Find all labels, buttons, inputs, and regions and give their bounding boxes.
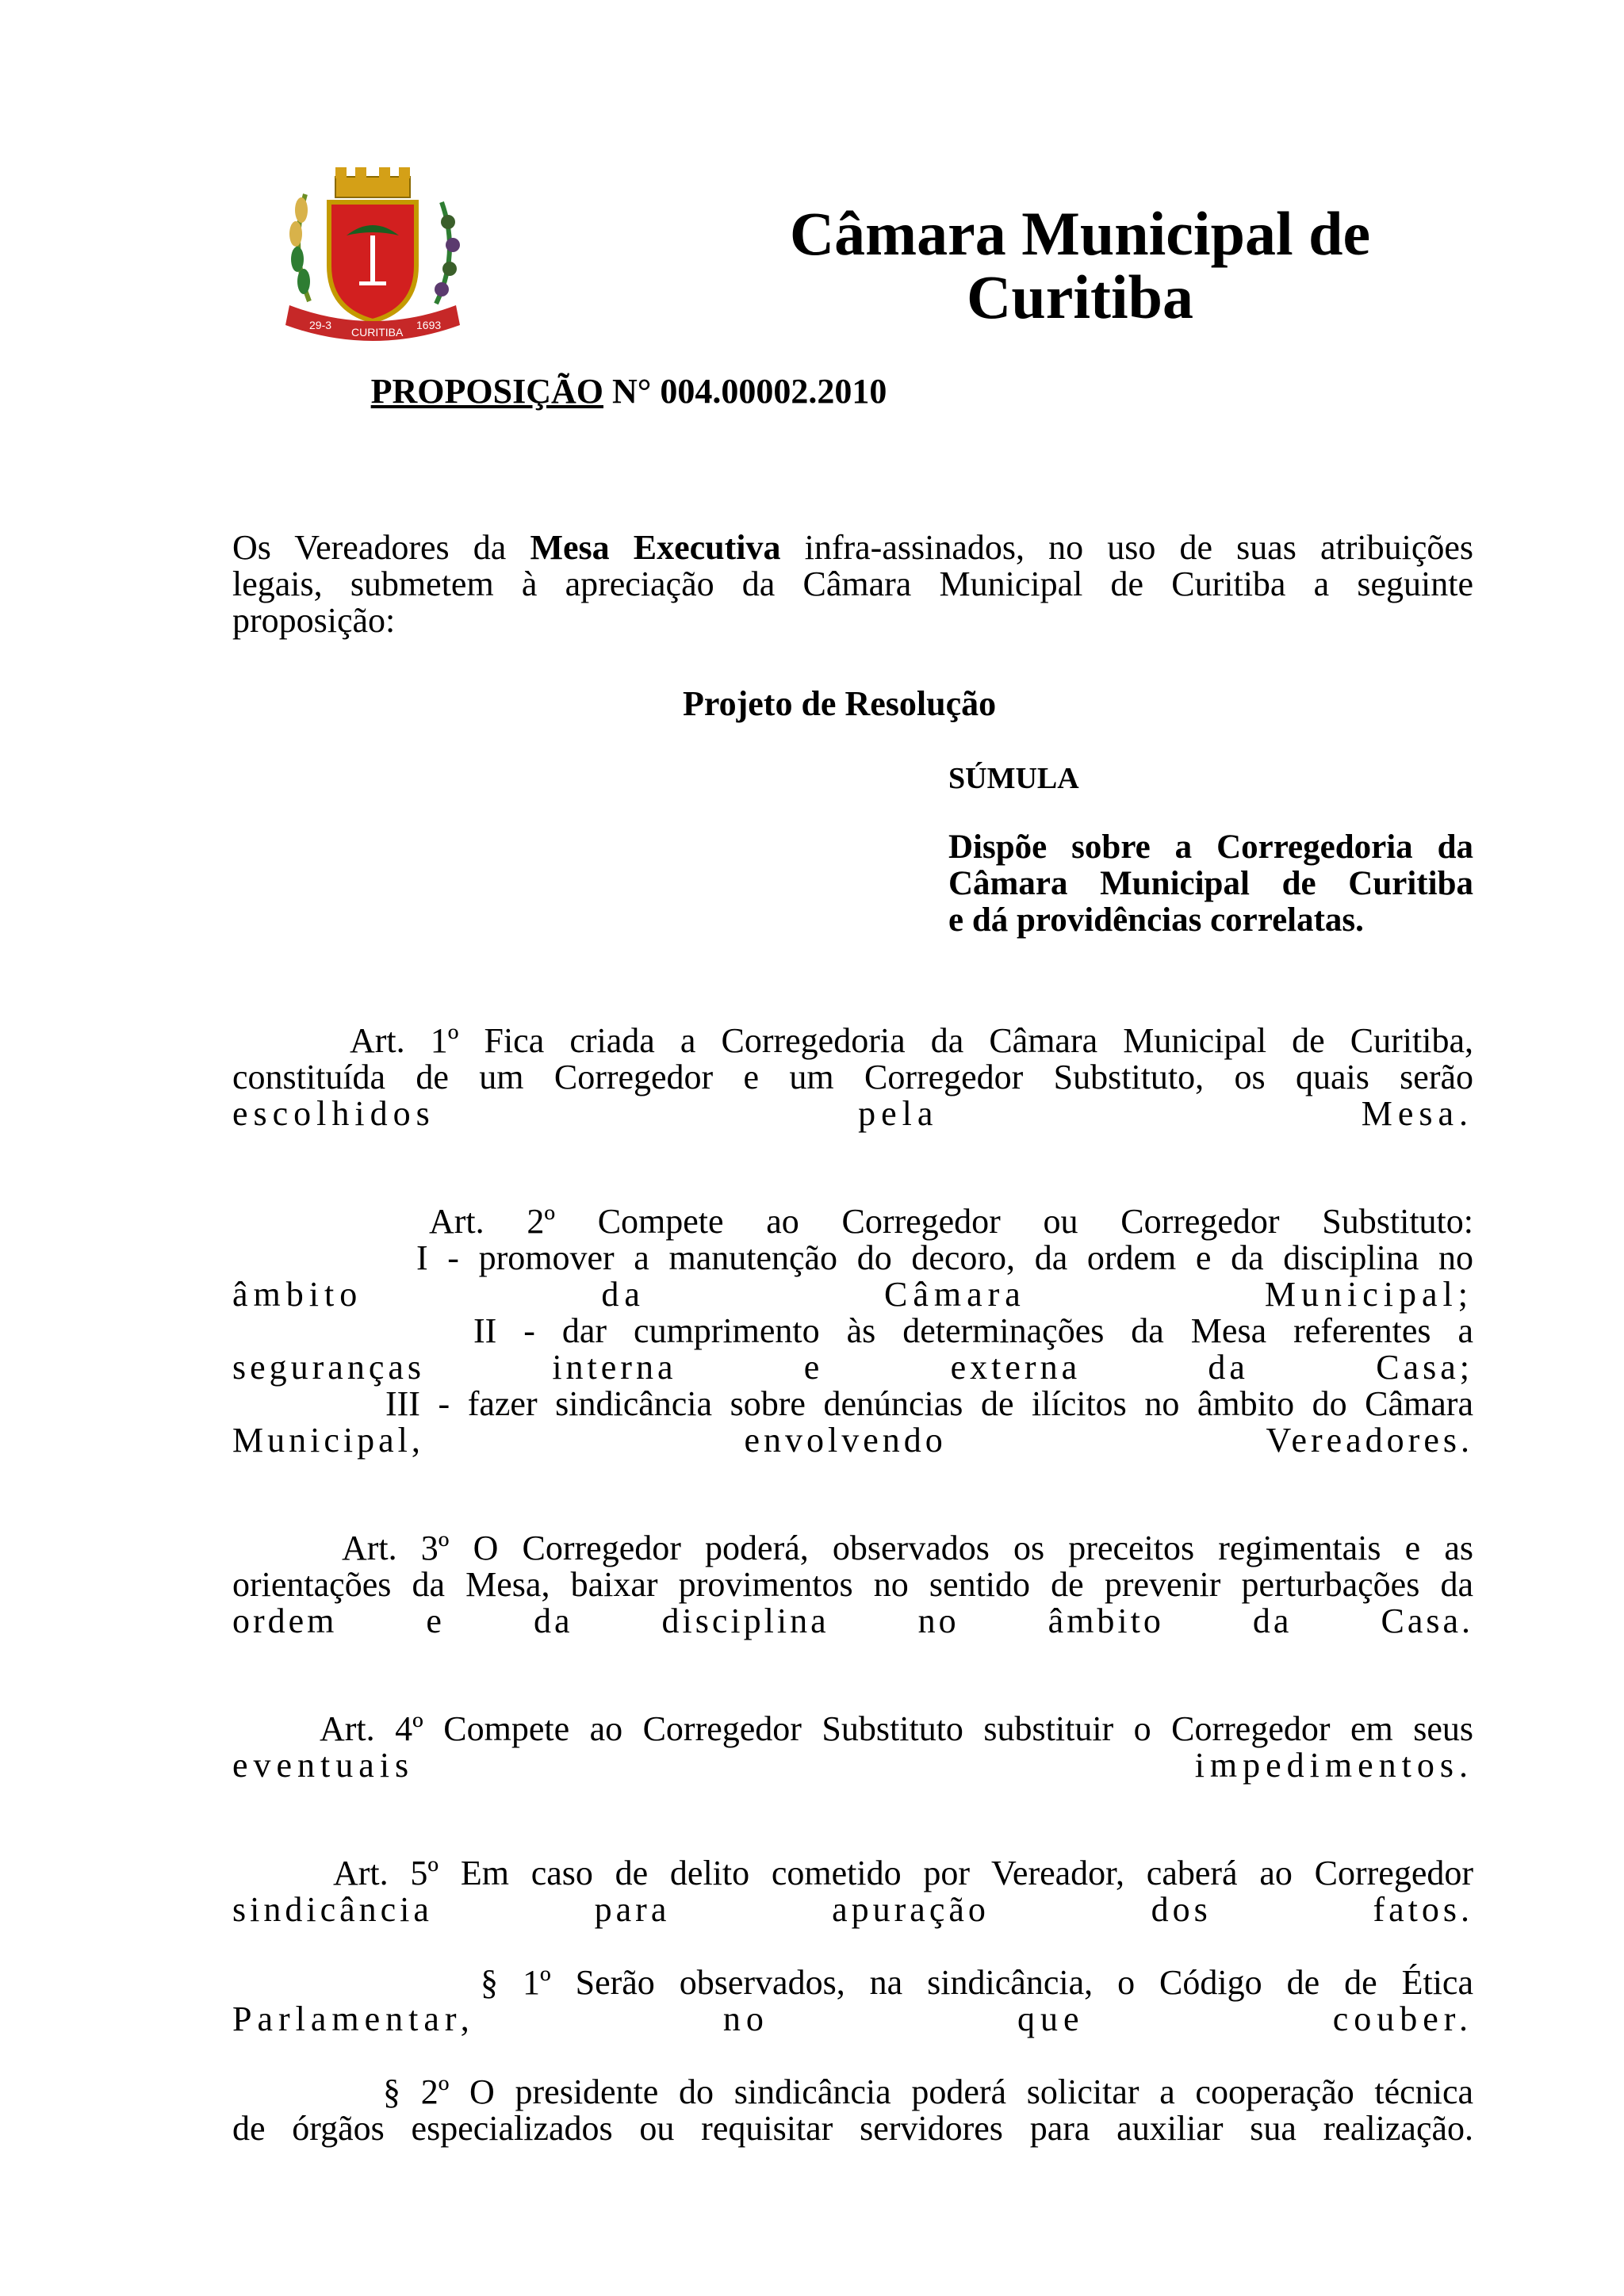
- institution-title-line1: Câmara Municipal de: [789, 199, 1371, 268]
- institution-title-line2: Curitiba: [966, 262, 1194, 331]
- art2-item2-line2: seguranças interna e externa da Casa;: [232, 1348, 1473, 1387]
- art5-par2-line1: § 2º O presidente do sindicância poderá solicitar a cooperação técnica: [383, 2072, 1473, 2111]
- proposition-number: N° 004.00002.2010: [611, 372, 887, 411]
- proposition-heading: [232, 371, 1025, 411]
- art1-line2: constituída de um Corregedor e um Corregedor Substituto, os quais serão: [232, 1058, 1473, 1096]
- preamble-line3: proposição:: [232, 601, 396, 640]
- art2-item3-line1: III - fazer sindicância sobre denúncias de ilícitos no âmbito do Câmara: [385, 1384, 1473, 1423]
- art2-item3-line2: Municipal, envolvendo Vereadores.: [232, 1421, 1473, 1460]
- svg-text:1693: 1693: [416, 319, 442, 331]
- art5-par1-line2: Parlamentar, no que couber.: [232, 1999, 1473, 2038]
- art3-line2: orientações da Mesa, baixar provimentos no sentido de prevenir perturbações da: [232, 1565, 1473, 1604]
- summary-line1: Dispõe sobre a Corregedoria da: [948, 828, 1473, 866]
- summary-line2: Câmara Municipal de Curitiba: [948, 865, 1473, 902]
- art2-item2-line1: II - dar cumprimento às determinações da Mesa referentes a: [473, 1311, 1473, 1350]
- art5-par2-line2: de órgãos especializados ou requisitar servidores para auxiliar sua realização.: [232, 2109, 1473, 2148]
- art5-line2: sindicância para apuração dos fatos.: [232, 1890, 1473, 1929]
- art4-line1: Art. 4º Compete ao Corregedor Substituto substituir o Corregedor em seus: [320, 1709, 1473, 1748]
- proposition-label: PROPOSIÇÃO: [370, 372, 603, 411]
- art1-line3: escolhidos pela Mesa.: [232, 1094, 1473, 1133]
- art2-item1-line2: âmbito da Câmara Municipal;: [232, 1275, 1473, 1314]
- art2-line1: Art. 2º Compete ao Corregedor ou Corregedor Substituto:: [429, 1202, 1473, 1241]
- mesa-executiva: Mesa Executiva: [530, 528, 781, 567]
- art2-item1-line1: I - promover a manutenção do decoro, da ordem e da disciplina no: [416, 1238, 1473, 1277]
- art4-line2: eventuais impedimentos.: [232, 1746, 1473, 1785]
- art1-line1: Art. 1º Fica criada a Corregedoria da Câmara Municipal de Curitiba,: [350, 1021, 1473, 1060]
- svg-text:CURITIBA: CURITIBA: [351, 326, 404, 339]
- art5-line1: Art. 5º Em caso de delito cometido por Vereador, caberá ao Corregedor: [333, 1854, 1473, 1892]
- preamble-line2: legais, submetem à apreciação da Câmara Municipal de Curitiba a seguinte: [232, 564, 1473, 603]
- art3-line3: ordem e da disciplina no âmbito da Casa.: [232, 1601, 1473, 1640]
- coat-of-arms-icon: [274, 163, 472, 353]
- art3-line1: Art. 3º O Corregedor poderá, observados os preceitos regimentais e as: [342, 1529, 1473, 1567]
- summary-label: SÚMULA: [948, 762, 1079, 795]
- art5-par1-line1: § 1º Serão observados, na sindicância, o Código de de Ética: [481, 1963, 1473, 2002]
- summary-line3: e dá providências correlatas.: [948, 901, 1364, 939]
- document-type: Projeto de Resolução: [683, 684, 997, 723]
- svg-text:29-3: 29-3: [309, 319, 332, 331]
- preamble-line1: Os Vereadores da Mesa Executiva infra-assinados, no uso de suas atribuições: [232, 528, 1474, 567]
